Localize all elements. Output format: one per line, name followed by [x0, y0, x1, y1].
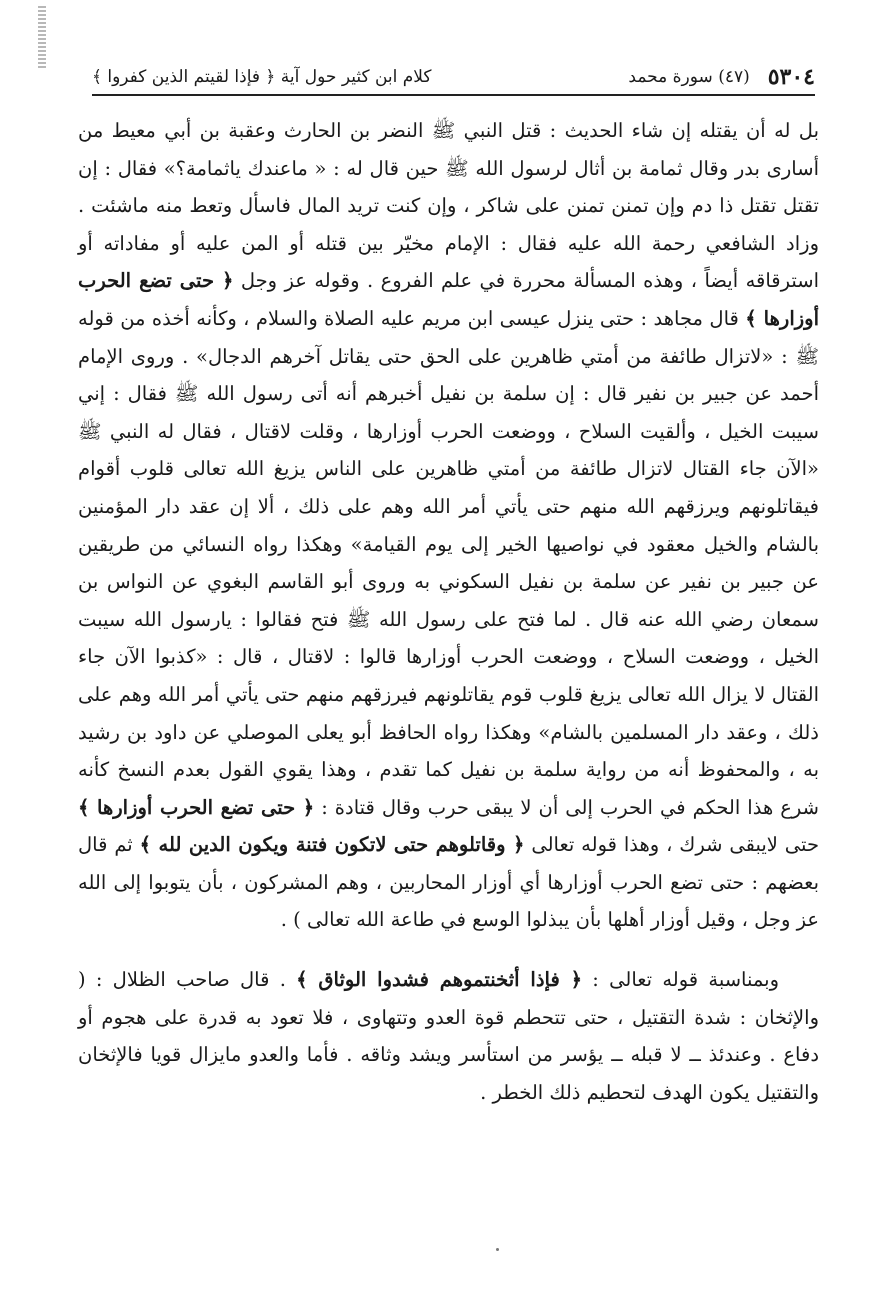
page-number: ٥٣٠٤	[767, 64, 815, 90]
quran-quote: ﴿ وقاتلوهم حتى لاتكون فتنة ويكون الدين لله ﴾	[139, 833, 525, 857]
paragraph-1	[78, 112, 819, 939]
text-segment: قال مجاهد : حتى ينزل عيسى ابن مريم عليه الصلاة والسلام ، وكأنه أخذه من قوله ﷺ : «لاتزال طائفة من أمتي ظاهرين على الحق حتى يقاتل آخرهم الدجال» . وروى الإمام أحمد عن جبير بن نفير قال : إن سلمة بن نفيل أخبرهم أنه أتى رسول الله ﷺ فقال : إني سيبت الخيل ، وألقيت السلاح ، ووضعت الحرب أوزارها ، وقلت لاقتال ، فقال له النبي ﷺ «الآن جاء القتال لاتزال طائفة من أمتي ظاهرين على الناس يزيغ الله تعالى قلوب أقوام فيقاتلونهم ويرزقهم الله منهم حتى يأتي أمر الله وهم على ذلك ، ألا إن عقد دار المؤمنين بالشام والخيل معقود في نواصيها الخير إلى يوم القيامة» وهكذا رواه النسائي من طريقين عن جبير بن نفير عن سلمة بن نفيل السكوني به وروى أبو القاسم البغوي عن النواس بن سمعان رضي الله عنه قال . لما فتح على رسول الله ﷺ فتح فقالوا : يارسول الله سيبت الخيل ، ووضعت السلاح ، ووضعت الحرب أوزارها قالوا : لاقتال ، قال : «كذبوا الآن جاء القتال لا يزال الله تعالى يزيغ قلوب قوم يقاتلونهم فيرزقهم منهم حتى يأتي أمر الله وهم على ذلك ، وعقد دار المسلمين بالشام» وهكذا رواه الحافظ أبو يعلى الموصلي عن داود بن رشيد به ، والمحفوظ أنه من رواية سلمة بن نفيل كما تقدم ، وهذا يقوي القول بعدم النسخ كأنه شرع هذا الحكم في الحرب إلى أن لا يبقى حرب وقال قتادة :	[78, 306, 819, 819]
page-header	[92, 60, 815, 96]
text-segment: . قال صاحب الظلال : ( والإثخان : شدة التقتيل ، حتى تتحطم قوة العدو وتتهاوى ، فلا تعود به قدرة على هجوم أو دفاع . وعندئذ ــ لا قبله ــ يؤسر من استأسر ويشد وثاقه . فأما والعدو مايزال قويا فالإثخان والتقتيل يكون الهدف لتحطيم ذلك الخطر .	[78, 968, 819, 1104]
body-text	[78, 112, 819, 1111]
quran-quote: ﴿ فإذا أثخنتموهم فشدوا الوثاق ﴾	[296, 968, 583, 992]
text-segment: بل له أن يقتله إن شاء الحديث : قتل النبي ﷺ النضر بن الحارث وعقبة بن أبي معيط من أسارى بدر وقال ثمامة بن أثال لرسول الله ﷺ حين قال له : « ماعندك ياثمامة؟» فقال : إن تقتل تقتل ذا دم وإن تمنن تمنن على شاكر ، وإن كنت تريد المال فاسأل وتعط منه ماشئت . وزاد الشافعي رحمة الله عليه فقال : الإمام مخيّر بين قتله أو المن عليه أو مفاداته أو استرقاقه أيضاً ، وهذه المسألة محررة في علم الفروع . وقوله عز وجل	[78, 119, 820, 293]
scan-edge-mark	[38, 6, 46, 68]
paragraph-2	[78, 961, 819, 1111]
quran-quote: ﴿ حتى تضع الحرب أوزارها ﴾	[78, 269, 819, 330]
quran-quote: ﴿ حتى تضع الحرب أوزارها ﴾	[78, 795, 315, 819]
surah-label: (٤٧) سورة محمد	[628, 66, 750, 87]
text-segment: حتى لايبقى شرك ، وهذا قوله تعالى	[524, 833, 819, 857]
text-segment: وبمناسبة قوله تعالى :	[582, 968, 779, 992]
scan-dot	[496, 1248, 499, 1251]
text-segment: ثم قال بعضهم : حتى تضع الحرب أوزارها أي أوزار المحاربين ، وهم المشركون ، بأن يتوبوا إلى الله عز وجل ، وقيل أوزار أهلها بأن يبذلوا الوسع في طاعة الله تعالى ) .	[78, 833, 819, 932]
running-title: كلام ابن كثير حول آية ﴿ فإذا لقيتم الذين كفروا ﴾	[92, 66, 432, 87]
